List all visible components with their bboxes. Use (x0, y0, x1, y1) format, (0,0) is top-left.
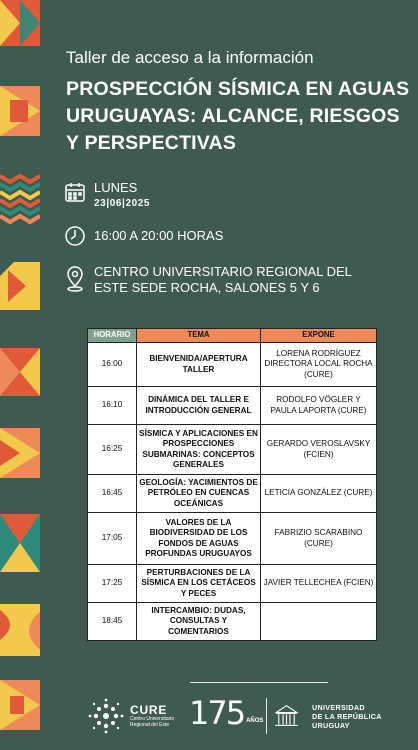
location-line-2: ESTE SEDE ROCHA, SALONES 5 Y 6 (94, 280, 320, 295)
cure-dots-icon (88, 698, 124, 734)
event-subtitle: Taller de acceso a la información (66, 48, 314, 67)
row-speaker: GERARDO VEROSLAVSKY (FCIEN) (261, 425, 377, 475)
udelar-logo (266, 698, 382, 734)
location-pin-icon (64, 264, 86, 294)
table-row (88, 565, 377, 603)
table-row (88, 603, 377, 641)
row-speaker: LETICIA GONZÁLEZ (CURE) (261, 475, 377, 513)
row-time: 18:45 (88, 603, 137, 641)
cure-subtitle-2: Regional del Este (130, 722, 170, 728)
row-speaker (261, 603, 377, 641)
table-row (88, 387, 377, 425)
row-speaker: JAVIER TELLECHEA (FCIEN) (261, 565, 377, 603)
table-row (88, 513, 377, 565)
decorative-pattern-strip (0, 0, 40, 750)
cure-logo (88, 698, 174, 734)
geometric-pattern (0, 0, 40, 750)
row-time: 17:05 (88, 513, 137, 565)
event-date: 23|06|2025 (94, 198, 151, 209)
cure-name: CURE (130, 703, 168, 717)
header-time: HORARIO (88, 329, 137, 343)
university-building-icon (266, 698, 302, 734)
calendar-icon (64, 180, 86, 204)
event-time: 16:00 A 20:00 HORAS (94, 228, 224, 243)
udelar-line-3: URUGUAY (312, 720, 350, 730)
row-time: 16:00 (88, 343, 137, 387)
row-topic: BIENVENIDA/APERTURA TALLER (137, 343, 261, 387)
row-time: 16:45 (88, 475, 137, 513)
row-topic: SÍSMICA Y APLICACIONES EN PROSPECCIONES SUBMARINAS: CONCEPTOS GENERALES (137, 425, 261, 475)
row-speaker: RODOLFO VÖGLER Y PAULA LAPORTA (CURE) (261, 387, 377, 425)
event-title: PROSPECCIÓN SÍSMICA EN AGUAS URUGUAYAS: ALCANCE, RIESGOS Y PERSPECTIVAS (66, 78, 410, 154)
cure-subtitle-1: Centro Universitario (130, 716, 175, 722)
udelar-line-1: UNIVERSIDAD (312, 702, 365, 712)
row-speaker: FABRIZIO SCARABINO (CURE) (261, 513, 377, 565)
clock-icon (64, 224, 86, 248)
table-row (88, 475, 377, 513)
row-topic: DINÁMICA DEL TALLER E INTRODUCCIÓN GENERAL (137, 387, 261, 425)
event-day: LUNES (94, 180, 138, 195)
anniversary-word: AÑOS (246, 718, 264, 724)
row-time: 16:10 (88, 387, 137, 425)
time-row (64, 224, 223, 248)
row-speaker: LORENA RODRÍGUEZ DIRECTORA LOCAL ROCHA (CURE) (261, 343, 377, 387)
anniversary-number: 175 (189, 694, 245, 732)
table-row (88, 425, 377, 475)
table-header-row (88, 329, 377, 343)
date-row (64, 180, 150, 212)
udelar-line-2: DE LA REPÚBLICA (312, 711, 382, 721)
schedule-table (87, 328, 377, 641)
table-row (88, 343, 377, 387)
footer-divider (190, 682, 328, 683)
location-line-1: CENTRO UNIVERSITARIO REGIONAL DEL (94, 264, 352, 279)
row-topic: GEOLOGÍA: YACIMIENTOS DE PETRÓLEO EN CUENCAS OCEÁNICAS (137, 475, 261, 513)
header-topic: TEMA (137, 329, 261, 343)
row-topic: INTERCAMBIO: DUDAS, CONSULTAS Y COMENTARIOS (137, 603, 261, 641)
row-topic: PERTURBACIONES DE LA SÍSMICA EN LOS CETÁCEOS Y PECES (137, 565, 261, 603)
location-row (64, 264, 352, 296)
anniversary-logo (189, 696, 263, 730)
row-time: 16:25 (88, 425, 137, 475)
row-time: 17:25 (88, 565, 137, 603)
row-topic: VALORES DE LA BIODIVERSIDAD DE LOS FONDOS DE AGUAS PROFUNDAS URUGUAYOS (137, 513, 261, 565)
header-speaker: EXPONE (261, 329, 377, 343)
